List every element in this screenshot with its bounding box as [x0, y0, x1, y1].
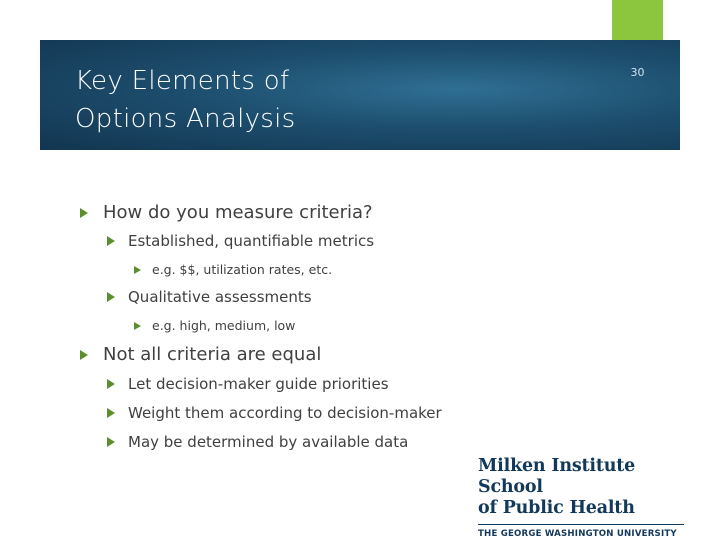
- bullet-item: [80, 344, 321, 365]
- bullet-item: [107, 404, 442, 422]
- bullet-arrow-icon: [107, 292, 115, 302]
- slide-title-line-1: Key Elements of: [75, 66, 290, 96]
- logo-line-1: Milken Institute School: [478, 456, 636, 497]
- bullet-item: [107, 232, 374, 250]
- bullet-text: Weight them according to decision-maker: [128, 404, 442, 422]
- slide-title-line-2: Options Analysis: [75, 104, 296, 134]
- bullet-text: e.g. high, medium, low: [152, 318, 296, 333]
- bullet-item: [107, 288, 312, 306]
- bullet-arrow-icon: [134, 322, 141, 330]
- bullet-arrow-icon: [107, 236, 115, 246]
- bullet-item: [134, 262, 332, 277]
- bullet-arrow-icon: [134, 266, 141, 274]
- bullet-item: [134, 318, 295, 333]
- logo-divider: [478, 524, 684, 525]
- bullet-arrow-icon: [80, 350, 88, 360]
- bullet-text: Established, quantifiable metrics: [128, 232, 375, 250]
- bullet-item: [80, 202, 373, 223]
- logo-line-3: THE GEORGE WASHINGTON UNIVERSITY: [478, 529, 677, 539]
- university-logo: [478, 456, 690, 539]
- bullet-text: How do you measure criteria?: [103, 202, 373, 223]
- bullet-arrow-icon: [107, 408, 115, 418]
- logo-line-2: of Public Health: [478, 498, 635, 518]
- bullet-arrow-icon: [107, 437, 115, 447]
- bullet-text: Qualitative assessments: [128, 288, 312, 306]
- slide-number: 30: [630, 66, 645, 79]
- bullet-text: e.g. $$, utilization rates, etc.: [152, 262, 333, 277]
- bullet-text: Not all criteria are equal: [103, 344, 322, 365]
- bullet-text: May be determined by available data: [128, 433, 409, 451]
- bullet-arrow-icon: [80, 208, 88, 218]
- bullet-item: [107, 433, 408, 451]
- bullet-arrow-icon: [107, 379, 115, 389]
- bullet-text: Let decision-maker guide priorities: [128, 375, 389, 393]
- slide-title: [75, 62, 495, 138]
- bullet-item: [107, 375, 389, 393]
